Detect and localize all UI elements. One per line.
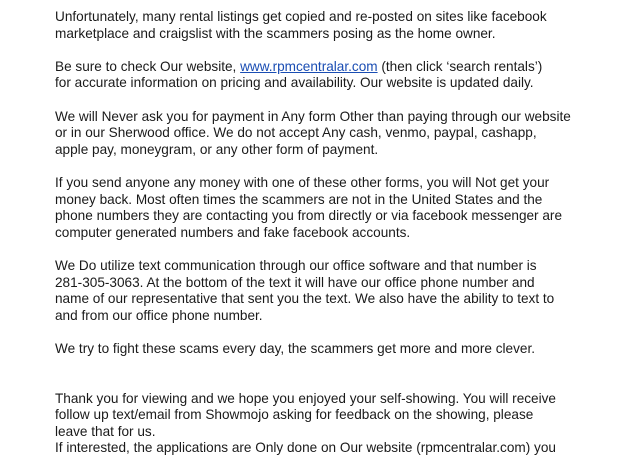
paragraph-money-warning (55, 175, 630, 241)
text-line: and from our office phone number. (55, 307, 263, 323)
text-fragment: Be sure to check Our website, (55, 58, 241, 74)
paragraph-thank-you (55, 391, 630, 441)
text-line: money back. Most often times the scammers are not in the United States and the (55, 191, 543, 207)
text-line (55, 59, 630, 76)
text-line: Thank you for viewing and we hope you enjoyed your self-showing. You will receive (55, 390, 556, 406)
website-link[interactable]: www.rpmcentralar.com (240, 58, 378, 74)
paragraph-fight-scams (55, 341, 630, 358)
document-page (55, 9, 630, 457)
paragraph-applications (55, 440, 630, 457)
text-line: computer generated numbers and fake facebook accounts. (55, 224, 411, 240)
text-line: If interested, the applications are Only done on Our website (rpmcentralar.com) you (55, 440, 556, 456)
text-line: or in our Sherwood office. We do not accept Any cash, venmo, paypal, cashapp, (55, 125, 537, 141)
paragraph-check-website (55, 59, 630, 92)
text-line: We Do utilize text communication through our office software and that number is (55, 257, 537, 273)
text-fragment: (then click ‘search rentals’) (377, 58, 543, 74)
text-line: follow up text/email from Showmojo asking for feedback on the showing, please (55, 407, 534, 423)
text-line: for accurate information on pricing and availability. Our website is updated daily. (55, 75, 534, 91)
text-line: phone numbers they are contacting you from directly or via facebook messenger are (55, 208, 563, 224)
paragraph-listing-copies (55, 9, 630, 42)
text-line: apple pay, moneygram, or any other form of payment. (55, 141, 379, 157)
text-line: marketplace and craigslist with the scammers posing as the home owner. (55, 25, 496, 41)
text-line: 281-305-3063. At the bottom of the text it will have our office phone number and (55, 274, 535, 290)
paragraph-text-communication (55, 258, 630, 324)
text-line: We try to fight these scams every day, the scammers get more and more clever. (55, 340, 535, 356)
text-line: If you send anyone any money with one of these other forms, you will Not get your (55, 174, 550, 190)
text-line: leave that for us. (55, 423, 156, 439)
text-line: name of our representative that sent you the text. We also have the ability to text to (55, 291, 555, 307)
text-line: We will Never ask you for payment in Any form Other than paying through our website (55, 108, 571, 124)
paragraph-payment-policy (55, 109, 630, 159)
text-line: Unfortunately, many rental listings get copied and re-posted on sites like facebook (55, 9, 547, 24)
